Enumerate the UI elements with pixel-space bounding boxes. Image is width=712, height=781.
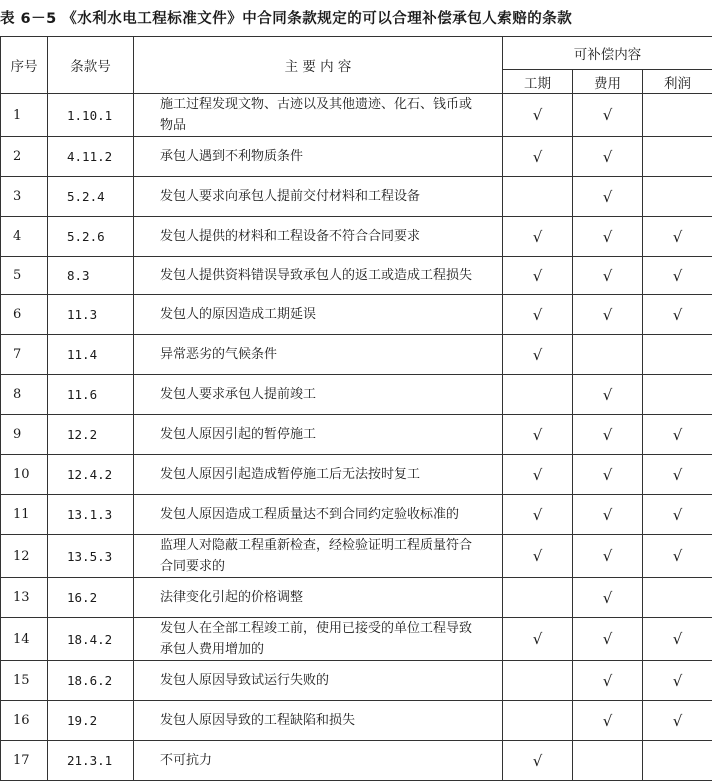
- profit-mark: [643, 137, 712, 177]
- row-number: 1: [1, 94, 48, 137]
- profit-mark: √: [643, 701, 712, 741]
- time-mark: √: [503, 415, 573, 455]
- time-mark: [503, 578, 573, 618]
- clause-number: 11.3: [48, 295, 134, 335]
- cost-mark: √: [573, 455, 643, 495]
- header-time: 工期: [503, 70, 573, 94]
- time-mark: √: [503, 137, 573, 177]
- profit-mark: [643, 578, 712, 618]
- row-number: 10: [1, 455, 48, 495]
- table-row: [1, 495, 712, 535]
- row-number: 16: [1, 701, 48, 741]
- header-clause: 条款号: [48, 37, 134, 94]
- clause-number: 1.10.1: [48, 94, 134, 137]
- profit-mark: √: [643, 217, 712, 257]
- clause-number: 12.2: [48, 415, 134, 455]
- clause-content: 发包人在全部工程竣工前，使用已接受的单位工程导致承包人费用增加的: [134, 618, 503, 661]
- time-mark: √: [503, 295, 573, 335]
- profit-mark: [643, 335, 712, 375]
- time-mark: √: [503, 618, 573, 661]
- clause-number: 19.2: [48, 701, 134, 741]
- row-number: 12: [1, 535, 48, 578]
- row-number: 7: [1, 335, 48, 375]
- clause-number: 8.3: [48, 257, 134, 295]
- time-mark: [503, 375, 573, 415]
- row-number: 9: [1, 415, 48, 455]
- table-row: [1, 335, 712, 375]
- clause-content: 发包人提供资料错误导致承包人的返工或造成工程损失: [134, 257, 503, 295]
- profit-mark: √: [643, 415, 712, 455]
- clause-number: 18.6.2: [48, 661, 134, 701]
- clause-content: 监理人对隐蔽工程重新检查，经检验证明工程质量符合合同要求的: [134, 535, 503, 578]
- clause-number: 5.2.4: [48, 177, 134, 217]
- profit-mark: √: [643, 455, 712, 495]
- profit-mark: [643, 94, 712, 137]
- table-row: [1, 375, 712, 415]
- table-title: 表 6－5 《水利水电工程标准文件》中合同条款规定的可以合理补偿承包人索赔的条款: [0, 7, 712, 28]
- clause-content: 发包人要求承包人提前竣工: [134, 375, 503, 415]
- table-row: [1, 618, 712, 661]
- row-number: 14: [1, 618, 48, 661]
- cost-mark: √: [573, 257, 643, 295]
- clause-number: 5.2.6: [48, 217, 134, 257]
- table-row: [1, 661, 712, 701]
- profit-mark: √: [643, 535, 712, 578]
- table-row: [1, 177, 712, 217]
- table-row: [1, 578, 712, 618]
- clause-number: 11.6: [48, 375, 134, 415]
- time-mark: √: [503, 94, 573, 137]
- clause-content: 发包人的原因造成工期延误: [134, 295, 503, 335]
- time-mark: √: [503, 455, 573, 495]
- table-row: [1, 94, 712, 137]
- cost-mark: [573, 741, 643, 781]
- clause-content: 发包人提供的材料和工程设备不符合合同要求: [134, 217, 503, 257]
- clause-content: 发包人原因造成工程质量达不到合同约定验收标准的: [134, 495, 503, 535]
- cost-mark: √: [573, 94, 643, 137]
- clause-number: 21.3.1: [48, 741, 134, 781]
- row-number: 13: [1, 578, 48, 618]
- cost-mark: √: [573, 217, 643, 257]
- profit-mark: [643, 177, 712, 217]
- table-row: [1, 257, 712, 295]
- cost-mark: √: [573, 177, 643, 217]
- clause-content: 发包人原因引起造成暂停施工后无法按时复工: [134, 455, 503, 495]
- header-no: 序号: [1, 37, 48, 94]
- header-profit: 利润: [643, 70, 712, 94]
- cost-mark: √: [573, 415, 643, 455]
- row-number: 4: [1, 217, 48, 257]
- row-number: 6: [1, 295, 48, 335]
- clause-content: 发包人原因导致的工程缺陷和损失: [134, 701, 503, 741]
- profit-mark: √: [643, 661, 712, 701]
- cost-mark: √: [573, 375, 643, 415]
- header-cost: 费用: [573, 70, 643, 94]
- cost-mark: √: [573, 295, 643, 335]
- clause-number: 18.4.2: [48, 618, 134, 661]
- profit-mark: √: [643, 257, 712, 295]
- clause-content: 异常恶劣的气候条件: [134, 335, 503, 375]
- clause-number: 12.4.2: [48, 455, 134, 495]
- claims-table: [0, 36, 712, 781]
- row-number: 5: [1, 257, 48, 295]
- profit-mark: [643, 741, 712, 781]
- time-mark: √: [503, 535, 573, 578]
- table-row: [1, 217, 712, 257]
- cost-mark: √: [573, 495, 643, 535]
- clause-number: 16.2: [48, 578, 134, 618]
- cost-mark: √: [573, 578, 643, 618]
- profit-mark: [643, 375, 712, 415]
- row-number: 15: [1, 661, 48, 701]
- clause-content: 施工过程发现文物、古迹以及其他遗迹、化石、钱币或物品: [134, 94, 503, 137]
- profit-mark: √: [643, 295, 712, 335]
- cost-mark: √: [573, 137, 643, 177]
- table-row: [1, 137, 712, 177]
- row-number: 3: [1, 177, 48, 217]
- cost-mark: [573, 335, 643, 375]
- row-number: 8: [1, 375, 48, 415]
- cost-mark: √: [573, 701, 643, 741]
- table-row: [1, 535, 712, 578]
- clause-content: 法律变化引起的价格调整: [134, 578, 503, 618]
- clause-number: 13.1.3: [48, 495, 134, 535]
- clause-content: 发包人要求向承包人提前交付材料和工程设备: [134, 177, 503, 217]
- profit-mark: √: [643, 618, 712, 661]
- row-number: 11: [1, 495, 48, 535]
- time-mark: √: [503, 335, 573, 375]
- time-mark: [503, 661, 573, 701]
- time-mark: [503, 177, 573, 217]
- table-row: [1, 295, 712, 335]
- table-row: [1, 415, 712, 455]
- row-number: 17: [1, 741, 48, 781]
- time-mark: √: [503, 217, 573, 257]
- time-mark: √: [503, 741, 573, 781]
- cost-mark: √: [573, 661, 643, 701]
- time-mark: √: [503, 495, 573, 535]
- row-number: 2: [1, 137, 48, 177]
- header-row: [1, 37, 712, 70]
- clause-content: 承包人遇到不利物质条件: [134, 137, 503, 177]
- clause-content: 发包人原因引起的暂停施工: [134, 415, 503, 455]
- header-compensable: 可补偿内容: [503, 37, 712, 70]
- table-row: [1, 455, 712, 495]
- table-row: [1, 741, 712, 781]
- table-body: [1, 94, 712, 781]
- clause-content: 发包人原因导致试运行失败的: [134, 661, 503, 701]
- table-row: [1, 701, 712, 741]
- cost-mark: √: [573, 535, 643, 578]
- time-mark: √: [503, 257, 573, 295]
- profit-mark: √: [643, 495, 712, 535]
- time-mark: [503, 701, 573, 741]
- clause-number: 13.5.3: [48, 535, 134, 578]
- header-content: 主 要 内 容: [134, 37, 503, 94]
- clause-content: 不可抗力: [134, 741, 503, 781]
- cost-mark: √: [573, 618, 643, 661]
- clause-number: 11.4: [48, 335, 134, 375]
- clause-number: 4.11.2: [48, 137, 134, 177]
